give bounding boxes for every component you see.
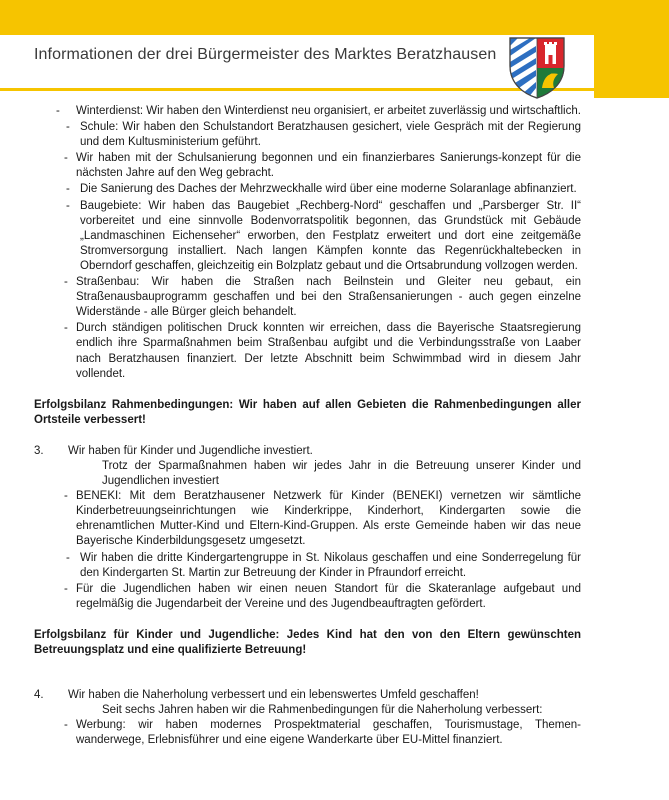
list-dash: -	[66, 199, 70, 212]
header-band-corner	[594, 0, 669, 98]
list-item-text: Wir haben mit der Schulsanierung begonnen und ein finanzierbares Sanierungs-konzept für die nächsten Jahre auf den Weg gebracht.	[76, 152, 581, 180]
list-item-text: Für die Jugendlichen haben wir einen neuen Standort für die Skateranlage aufgebaut und regelmäßig die Jugendarbeit der Vereine und des Jugendbeauftragten gefördert.	[76, 582, 581, 610]
list-item-text: Straßenbau: Wir haben die Straßen nach Beilnstein und Gleiter neu gebaut, ein Straßenausbauprogramm geschaffen und bei den Straßensanierungen - auch gegen einzelne Widerstände - alle Bürger gleich behandelt.	[76, 276, 581, 319]
list-dash: -	[66, 183, 70, 196]
list-dash: -	[56, 105, 60, 117]
section-heading: Wir haben die Naherholung verbessert und ein lebenswertes Umfeld geschaffen!	[68, 689, 479, 702]
list-dash: -	[64, 152, 68, 165]
section-number: 4.	[34, 689, 44, 702]
list-item	[66, 120, 581, 150]
list-item-text: Durch ständigen politischen Druck konnten wir erreichen, dass die Bayerische Staatsregierung endlich ihre Sparmaßnahmen beim Straßenbau aufgibt und die Verbindungsstraße von Laaber nach Beratzhausen finanziert. Der letzte Abschnitt beim Schwimmbad wird in diesem Jahr vollendet.	[76, 322, 581, 380]
list-item	[66, 182, 581, 197]
list-item-text: Werbung: wir haben modernes Prospektmaterial geschaffen, Tourismustage, Themen-wanderwege, Erlebnisführer und eine eigene Wanderkarte über EU-Mittel finanziert.	[76, 719, 581, 747]
section-4	[0, 688, 669, 748]
header-divider	[0, 88, 594, 91]
section-intro: Seit sechs Jahren haben wir die Rahmenbedingungen für die Naherholung verbessert:	[102, 704, 543, 717]
list-dash: -	[64, 582, 68, 595]
list-item-text: Winterdienst: Wir haben den Winterdienst neu organisiert, er arbeitet zuverlässig und wirtschaftlich.	[76, 105, 581, 117]
list-item	[66, 199, 581, 274]
list-item	[64, 275, 581, 320]
header-band	[0, 0, 594, 35]
list-item-text: Wir haben die dritte Kindergartengruppe in St. Nikolaus geschaffen und eine Sonderregelung für den Kindergarten St. Martin zur Betreuung der Kinder in Pfraundorf erreicht.	[80, 551, 581, 579]
list-item	[64, 718, 581, 748]
list-item	[64, 489, 581, 549]
summary-rahmenbedingungen: Erfolgsbilanz Rahmenbedingungen: Wir haben auf allen Gebieten die Rahmenbedingungen aller Ortsteile verbessert!	[34, 398, 581, 426]
page-title: Informationen der drei Bürgermeister des Marktes Beratzhausen	[34, 46, 497, 63]
list-item-text: Baugebiete: Wir haben das Baugebiet „Rechberg-Nord“ geschaffen und „Parsberger Str. II“ vorbereitet und eine sinnvolle Bodenvorratspolitik begonnen, das Grundstück mit Gebäude „Landmaschinen Eichenseher“ erworben, den Festplatz erweitert und dort eine zeitgemäße Stromversorgung installiert. Nach langen Kämpfen konnte das Regenrückhaltebecken in Oberndorf geschaffen, gleichzeitig ein Bolzplatz gebaut und die Ortsabrundung vollzogen werden.	[80, 199, 581, 272]
document-body	[0, 104, 669, 749]
list-dash: -	[64, 322, 68, 335]
list-dash: -	[64, 719, 68, 732]
list-item-text: Die Sanierung des Daches der Mehrzweckhalle wird über eine moderne Solaranlage abfinanziert.	[80, 183, 577, 196]
summary-kinder-jugendliche: Erfolgsbilanz für Kinder und Jugendliche: Jedes Kind hat den von den Eltern gewünschten Betreuungsplatz und eine qualifizierte Betreuung!	[34, 628, 581, 656]
list-item-text: Schule: Wir haben den Schulstandort Beratzhausen gesichert, viele Gespräch mit der Regierung und dem Kultusministerium geführt.	[80, 121, 581, 149]
section-intro: Trotz der Sparmaßnahmen haben wir jedes Jahr in die Betreuung unserer Kinder und Jugendlichen investiert	[102, 459, 581, 488]
section-number: 3.	[34, 444, 44, 457]
list-item	[64, 321, 581, 381]
list-item	[64, 582, 581, 612]
section-3	[0, 444, 669, 612]
list-dash: -	[64, 276, 68, 289]
list-item	[56, 104, 581, 119]
list-item	[64, 151, 581, 181]
list-item	[66, 551, 581, 581]
list-item-text: BENEKI: Mit dem Beratzhausener Netzwerk für Kinder (BENEKI) vernetzen wir sämtliche Kinderbetreuungseinrichtungen wie Kinderkrippe, Kinderhort, Kindergarten sowie die ehrenamtlichen Mutter-Kind und Eltern-Kind-Gruppen. Als erste Gemeinde haben wir das neue Bayerische Kinderbildungsgesetz umgesetzt.	[76, 490, 581, 548]
list-dash: -	[66, 121, 70, 134]
list-dash: -	[66, 551, 70, 564]
coat-of-arms-icon	[508, 36, 566, 100]
list-dash: -	[64, 490, 68, 503]
section-heading: Wir haben für Kinder und Jugendliche investiert.	[68, 444, 313, 457]
